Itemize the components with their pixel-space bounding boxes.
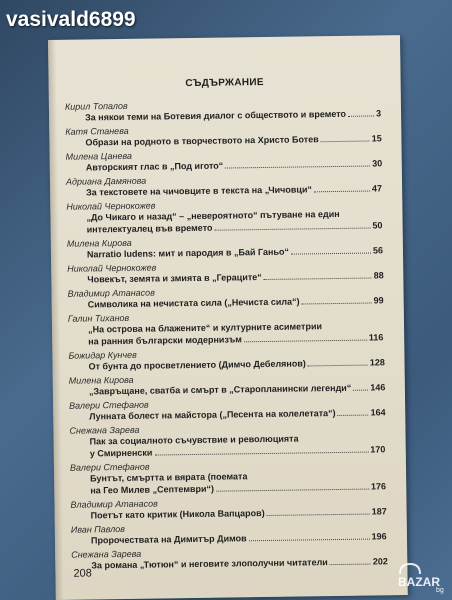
toc-dot-leader bbox=[308, 365, 368, 367]
toc-author: Снежана Зарева bbox=[71, 548, 142, 560]
toc-entry-title-text: Човекът, земята и змията в „Гераците“ bbox=[87, 272, 262, 285]
toc-author: Катя Станева bbox=[65, 125, 129, 137]
toc-entry-title-text: От бунта до просветлението (Димчо Дебелянов) bbox=[88, 358, 306, 372]
toc-entry-title-text: „На острова на блажените“ и културните асиметрии bbox=[87, 321, 323, 335]
toc-dot-leader bbox=[154, 452, 368, 456]
toc-entry-title-text: „Завръщане, сватба и смърт в „Старопланински легенди“ bbox=[88, 382, 352, 397]
toc-page-number: 88 bbox=[373, 270, 384, 281]
svg-text:BAZAR: BAZAR bbox=[398, 575, 440, 589]
toc-page-number: 176 bbox=[370, 481, 387, 492]
toc-page-number: 15 bbox=[371, 133, 382, 144]
toc-entry-title-text: у Смирненски bbox=[89, 447, 153, 459]
toc-dot-leader bbox=[264, 278, 372, 281]
toc-dot-leader bbox=[249, 539, 370, 542]
book-page bbox=[48, 35, 408, 600]
toc-page-number: 99 bbox=[373, 295, 384, 306]
toc-dot-leader bbox=[216, 489, 369, 492]
toc-entry-title-continued bbox=[68, 332, 388, 346]
seller-watermark: vasivald6899 bbox=[6, 8, 136, 31]
toc-entry-title-text: За някои теми на Ботевия диалог с обществото и времето bbox=[85, 108, 347, 123]
toc-entry-title-text: Пророчествата на Димитър Димов bbox=[90, 533, 247, 546]
toc-entry-title-text: Символика на нечистата сила („Нечиста сила“) bbox=[87, 296, 300, 310]
toc-page-number: 50 bbox=[372, 220, 383, 231]
toc-author: Снежана Зарева bbox=[69, 424, 140, 436]
toc-page-number: 3 bbox=[375, 108, 382, 119]
toc-entry-title-text: Поетът като критик (Никола Вапцаров) bbox=[90, 508, 265, 521]
toc-dot-leader bbox=[214, 228, 370, 231]
toc-author: Милена Цанева bbox=[65, 150, 133, 162]
toc-dot-leader bbox=[225, 166, 370, 169]
toc-entry-title-text: „До Чикаго и назад“ – „невероятното“ пътуване на един bbox=[86, 208, 340, 223]
toc-entry-title-text: Авторският глас в „Под игото“ bbox=[85, 160, 224, 173]
toc-entry-title-text: на ранния български модернизъм bbox=[88, 334, 242, 347]
toc-page-number: 30 bbox=[372, 158, 383, 169]
toc-author: Кирил Топалов bbox=[64, 100, 128, 112]
toc-entry-title-text: Лунната болест на майстора („Песента на колелетата“) bbox=[89, 408, 336, 422]
toc-author: Милена Кирова bbox=[68, 374, 134, 386]
bazar-logo-icon bbox=[396, 560, 448, 594]
toc-page-number: 56 bbox=[372, 245, 384, 256]
toc-author: Валери Стефанов bbox=[69, 399, 149, 411]
toc-page-number: 187 bbox=[371, 506, 387, 517]
toc-dot-leader bbox=[267, 514, 370, 516]
toc-entry-title-continued bbox=[70, 481, 390, 495]
toc-author: Владимир Атанасов bbox=[70, 498, 158, 510]
svg-text:bg: bg bbox=[436, 587, 444, 594]
toc-author: Галин Тиханов bbox=[67, 312, 130, 324]
toc-page-number: 128 bbox=[369, 357, 385, 368]
toc-dot-leader bbox=[244, 340, 367, 343]
toc-page-number: 164 bbox=[370, 407, 386, 418]
toc-dot-leader bbox=[348, 115, 374, 116]
toc-author: Божидар Кунчев bbox=[68, 349, 137, 361]
toc-heading: СЪДЪРЖАНИЕ bbox=[185, 76, 264, 90]
toc-page-number: 47 bbox=[371, 183, 383, 194]
toc-entry-title-text: на Гео Милев „Септември“) bbox=[90, 483, 215, 496]
toc-author: Николай Чернокожев bbox=[66, 200, 156, 212]
toc-entry-title-text: Narratio ludens: мит и пародия в „Бай Ганьо“ bbox=[86, 246, 290, 260]
toc-dot-leader bbox=[291, 253, 371, 255]
toc-entry-title-continued bbox=[70, 444, 390, 458]
toc-page-number: 202 bbox=[372, 556, 388, 567]
toc-page-number: 170 bbox=[370, 444, 386, 455]
toc-author: Владимир Атанасов bbox=[67, 287, 155, 299]
toc-entry-title-text: Пак за социалното съчувствие и революцията bbox=[89, 433, 299, 447]
toc-page-number: 116 bbox=[368, 332, 384, 343]
toc-author: Милена Кирова bbox=[66, 237, 132, 249]
toc-dot-leader bbox=[314, 191, 370, 193]
toc-author: Адриана Дамянова bbox=[65, 175, 147, 187]
toc-entry-title-text: За текстовете на чичовците в текста на „Чичовци“ bbox=[86, 184, 313, 198]
toc-dot-leader bbox=[302, 303, 372, 305]
toc-page-number: 146 bbox=[370, 382, 386, 393]
toc-entry-title-text: За романа „Тютюн“ и неговите злополучни читатели bbox=[91, 557, 328, 571]
toc-author: Иван Павлов bbox=[70, 523, 126, 535]
toc-entry-title-text: интелектуалец във времето bbox=[86, 222, 213, 235]
toc-dot-leader bbox=[353, 390, 368, 391]
toc-author: Валери Стефанов bbox=[69, 461, 150, 473]
toc-dot-leader bbox=[330, 564, 371, 566]
toc-dot-leader bbox=[338, 415, 369, 416]
toc-page-number: 196 bbox=[371, 531, 387, 542]
toc-entry-title-text: Бунтът, смъртта и вярата (поемата bbox=[90, 471, 248, 484]
toc-entry-title-text: Образи на родното в творчеството на Христо Ботев bbox=[85, 134, 319, 148]
page-number: 208 bbox=[73, 567, 92, 580]
toc-dot-leader bbox=[321, 141, 370, 143]
toc-author: Николай Чернокожев bbox=[67, 262, 157, 274]
toc-entry-title-continued bbox=[67, 220, 387, 234]
